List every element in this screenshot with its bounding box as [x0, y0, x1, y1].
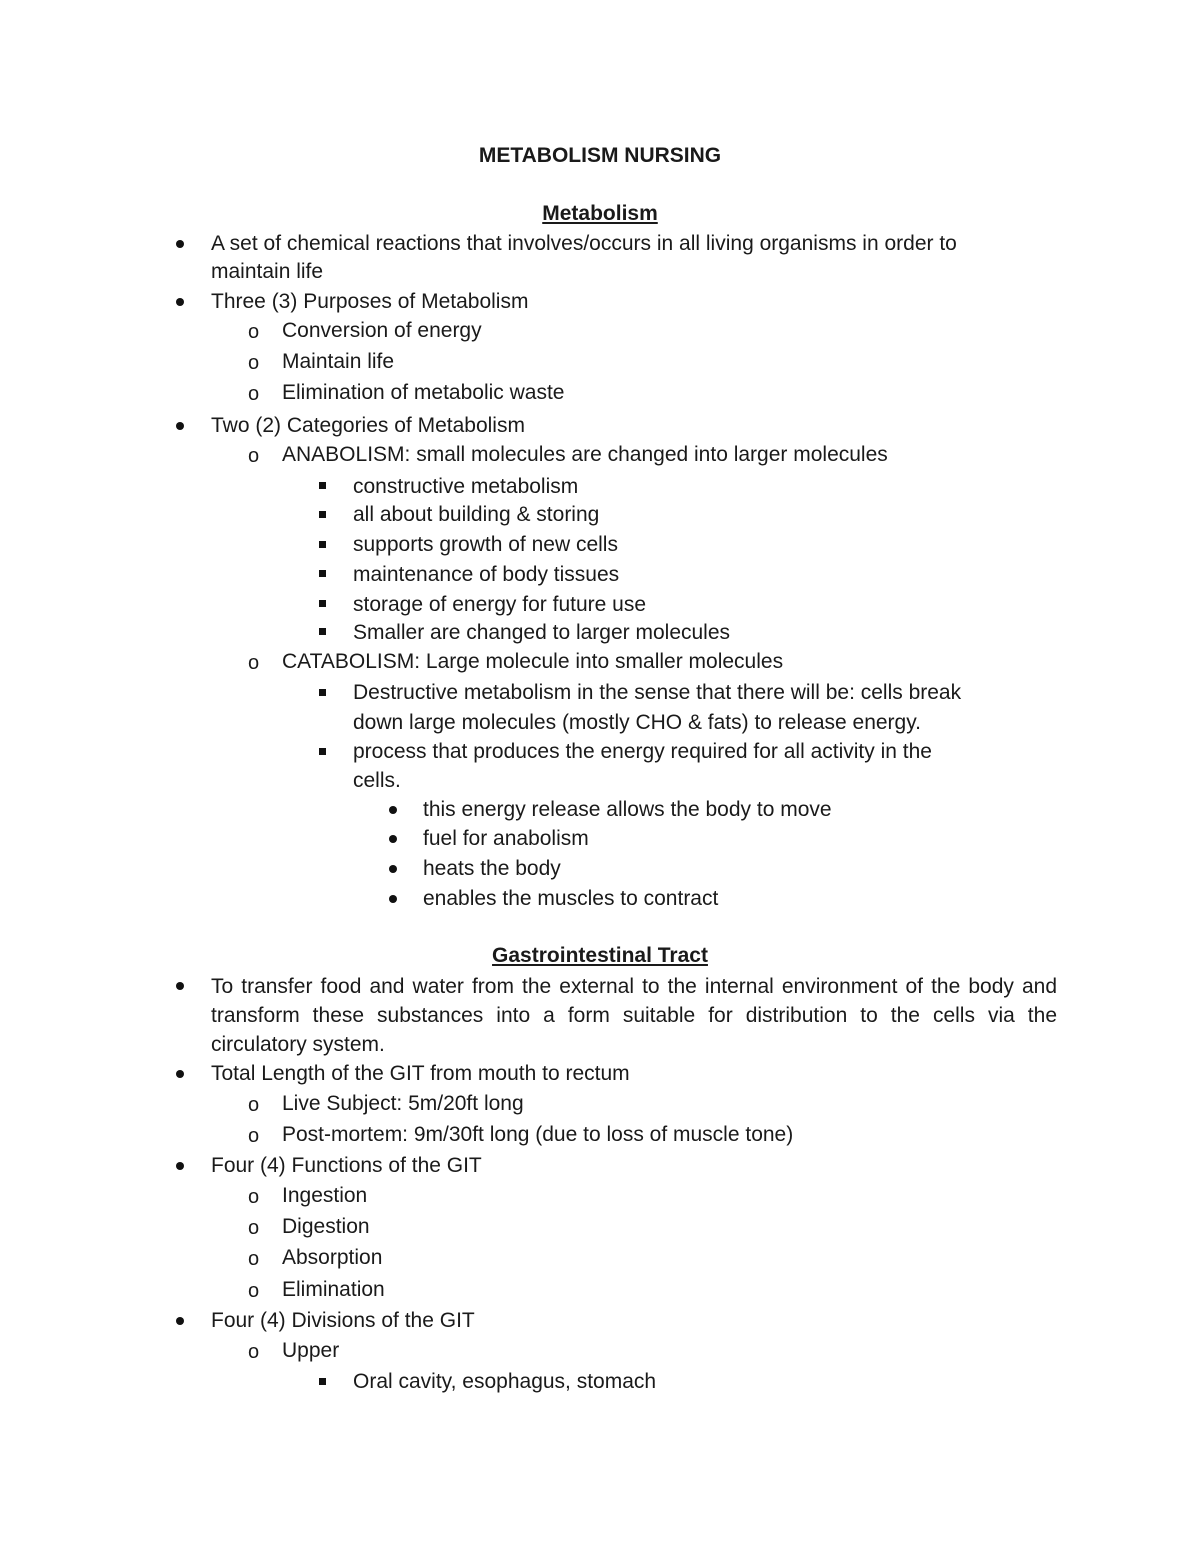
catabolism-item2-line1: process that produces the energy required for all activity in the [353, 740, 932, 763]
catabolism-item1-line1: Destructive metabolism in the sense that there will be: cells break [353, 681, 962, 704]
bullet-square [319, 689, 326, 696]
git-function-item: Ingestion [282, 1184, 368, 1207]
git-function-item: Elimination [282, 1278, 385, 1301]
anabolism-item: storage of energy for future use [353, 593, 647, 616]
purposes-label: Three (3) Purposes of Metabolism [211, 290, 529, 313]
catabolism-subitem: fuel for anabolism [423, 827, 589, 850]
bullet-dot [176, 240, 184, 248]
bullet-square [319, 482, 326, 489]
catabolism-item2-line2: cells. [353, 769, 401, 792]
git-function-item: Absorption [282, 1246, 383, 1269]
git-length-item: Live Subject: 5m/20ft long [282, 1092, 524, 1115]
bullet-o: o [248, 1341, 260, 1363]
bullet-dot [176, 298, 184, 306]
git-functions-label: Four (4) Functions of the GIT [211, 1154, 482, 1177]
bullet-dot [389, 865, 397, 873]
bullet-o: o [248, 383, 260, 405]
bullet-dot [176, 1070, 184, 1078]
bullet-dot [176, 1317, 184, 1325]
bullet-square [319, 570, 326, 577]
git-function-item: Digestion [282, 1215, 370, 1238]
anabolism-item: supports growth of new cells [353, 533, 618, 556]
document-title: METABOLISM NURSING [478, 144, 722, 167]
bullet-dot [176, 1162, 184, 1170]
bullet-o: o [248, 1186, 260, 1208]
bullet-o: o [248, 1125, 260, 1147]
git-purpose: To transfer food and water from the external to the internal environment of the body and transform these substances into a form suitable for distribution to the cells via the circulatory system. [211, 975, 1057, 1056]
bullet-square [319, 1378, 326, 1385]
catabolism-subitem: enables the muscles to contract [423, 887, 719, 910]
git-divisions-label: Four (4) Divisions of the GIT [211, 1309, 475, 1332]
purpose-item: Conversion of energy [282, 319, 482, 342]
metabolism-definition-line1: A set of chemical reactions that involves/occurs in all living organisms in order to [211, 232, 957, 255]
bullet-dot [389, 806, 397, 814]
anabolism-item: constructive metabolism [353, 475, 579, 498]
bullet-o: o [248, 1217, 260, 1239]
bullet-dot [176, 982, 184, 990]
purpose-item: Elimination of metabolic waste [282, 381, 565, 404]
bullet-square [319, 511, 326, 518]
categories-label: Two (2) Categories of Metabolism [211, 414, 525, 437]
metabolism-definition-line2: maintain life [211, 260, 324, 283]
catabolism-subitem: heats the body [423, 857, 561, 880]
anabolism-label: ANABOLISM: small molecules are changed into larger molecules [282, 443, 888, 466]
anabolism-item: all about building & storing [353, 503, 600, 526]
bullet-square [319, 600, 326, 607]
bullet-square [319, 628, 326, 635]
bullet-square [319, 541, 326, 548]
bullet-o: o [248, 352, 260, 374]
bullet-o: o [248, 445, 260, 467]
bullet-dot [389, 835, 397, 843]
bullet-dot [176, 422, 184, 430]
git-heading: Gastrointestinal Tract [492, 944, 708, 967]
bullet-o: o [248, 1280, 260, 1302]
anabolism-item: maintenance of body tissues [353, 563, 620, 586]
catabolism-subitem: this energy release allows the body to move [423, 798, 832, 821]
git-length-item: Post-mortem: 9m/30ft long (due to loss of muscle tone) [282, 1123, 794, 1146]
git-upper-item: Oral cavity, esophagus, stomach [353, 1370, 657, 1393]
catabolism-label: CATABOLISM: Large molecule into smaller molecules [282, 650, 784, 673]
bullet-o: o [248, 321, 260, 343]
bullet-o: o [248, 652, 260, 674]
git-length-label: Total Length of the GIT from mouth to rectum [211, 1062, 630, 1085]
anabolism-item: Smaller are changed to larger molecules [353, 621, 731, 644]
git-division-upper: Upper [282, 1339, 340, 1362]
bullet-o: o [248, 1094, 260, 1116]
bullet-square [319, 748, 326, 755]
bullet-dot [389, 895, 397, 903]
bullet-o: o [248, 1248, 260, 1270]
catabolism-item1-line2: down large molecules (mostly CHO & fats) to release energy. [353, 711, 922, 734]
purpose-item: Maintain life [282, 350, 395, 373]
metabolism-heading: Metabolism [542, 202, 658, 225]
